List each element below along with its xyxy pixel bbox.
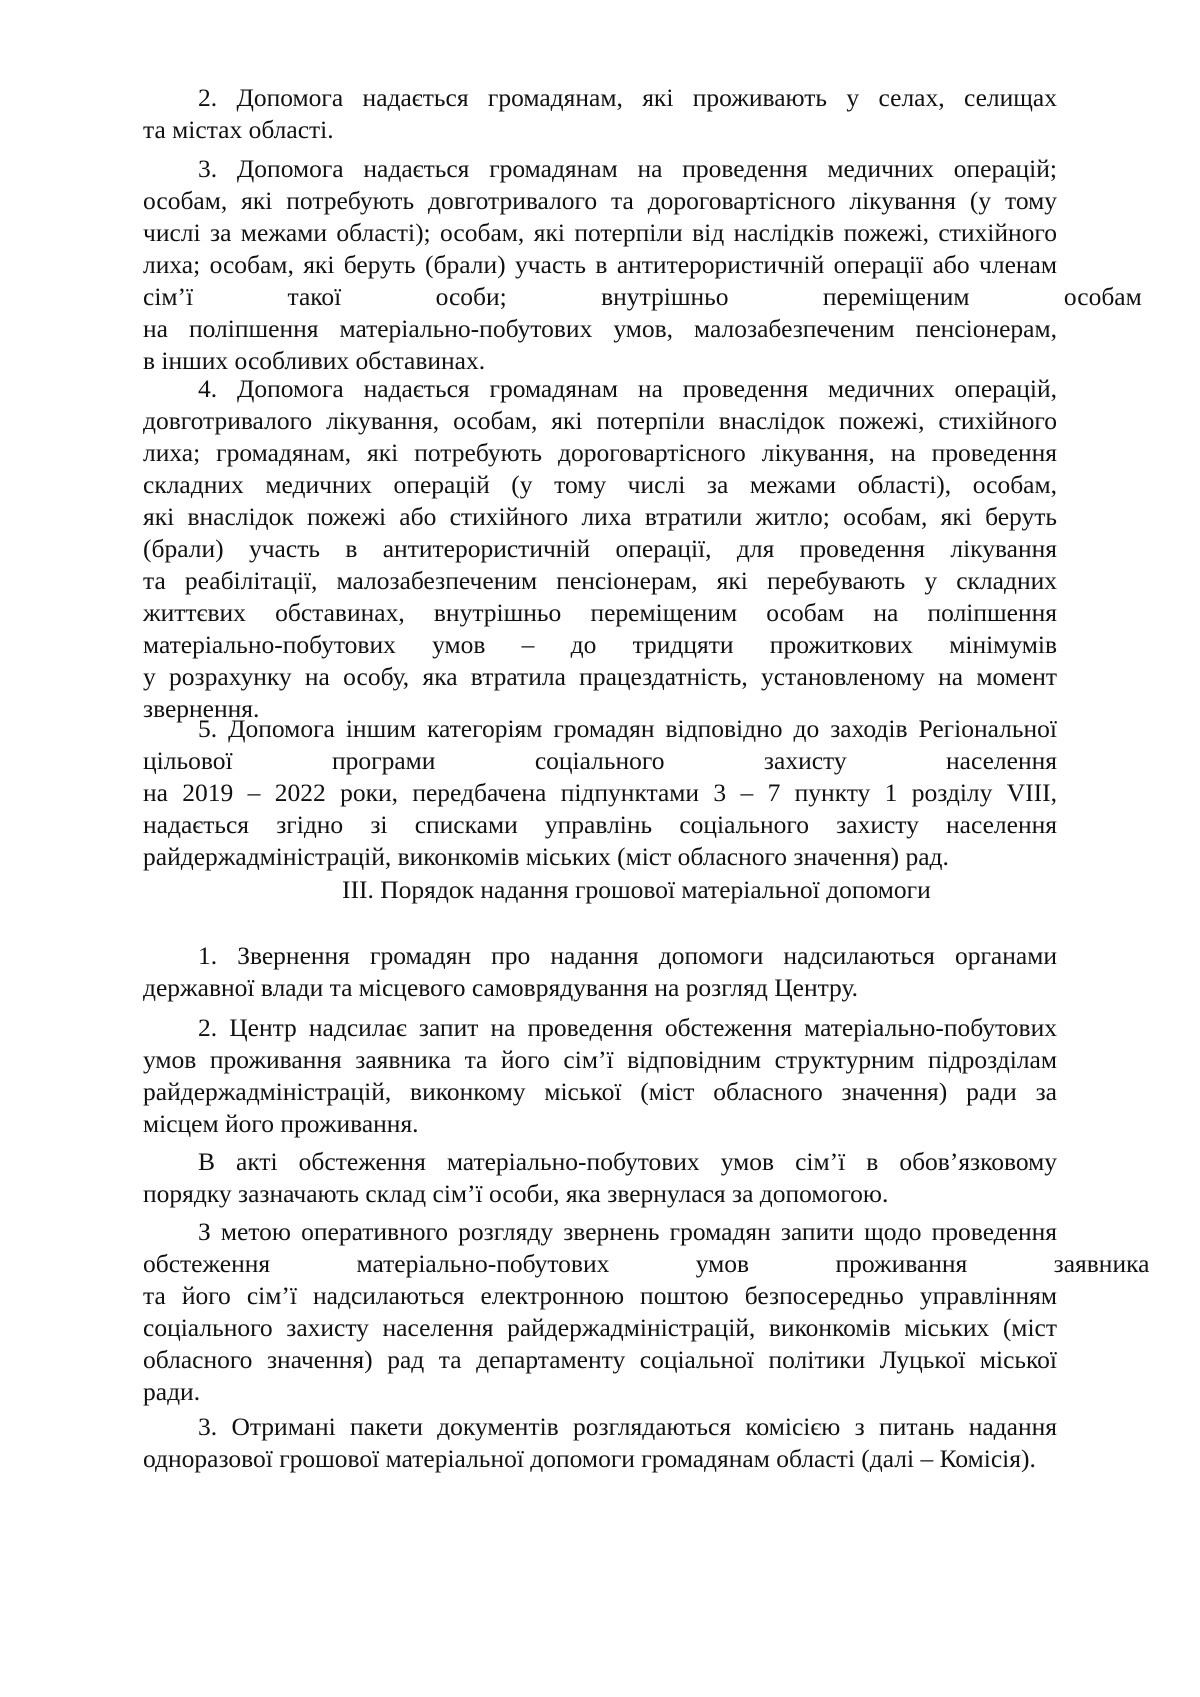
text-line: особам, які потребують довготривалого та дороговартісного лікування (у тому	[143, 186, 1057, 215]
text-line: соціального захисту населення райдержадміністрацій, виконкомів міських (міст	[143, 1313, 1057, 1342]
section-iii-paragraph-3	[143, 1411, 1057, 1475]
text-line: надається згідно зі списками управлінь соціального захисту населення	[143, 810, 1057, 839]
text-line: порядку зазначають склад сім’ї особи, яка звернулася за допомогою.	[143, 1179, 889, 1208]
text-line: державної влади та місцевого самоврядування на розгляд Центру.	[143, 973, 859, 1002]
text-line: З метою оперативного розгляду звернень громадян запити щодо проведення	[198, 1217, 1057, 1246]
text-line: та містах області.	[143, 115, 334, 144]
text-line: 2. Допомога надається громадянам, які проживають у селах, селищах	[198, 83, 1057, 112]
paragraph-3	[143, 153, 1142, 377]
text-line: сім’ї такої особи; внутрішньо переміщеним особам	[143, 282, 1142, 311]
paragraph-4	[143, 373, 1057, 725]
section-iii-title: ІІІ. Порядок надання грошової матеріальної допомоги	[342, 875, 931, 904]
text-line: 5. Допомога іншим категоріям громадян відповідно до заходів Регіональної	[198, 714, 1057, 743]
text-line: лиха; особам, які беруть (брали) участь в антитерористичній операції або членам	[143, 250, 1057, 279]
text-line: 4. Допомога надається громадянам на проведення медичних операцій,	[198, 374, 1057, 403]
text-line: обстеження матеріально-побутових умов проживання заявника	[143, 1249, 1150, 1278]
text-line: та його сім’ї надсилаються електронною поштою безпосередньо управлінням	[143, 1281, 1057, 1310]
section-iii-paragraph-2	[143, 1012, 1057, 1140]
text-line: (брали) участь в антитерористичній операції, для проведення лікування	[143, 534, 1057, 563]
section-iii-paragraph-act	[143, 1146, 1057, 1210]
text-line: життєвих обставинах, внутрішньо переміщеним особам на поліпшення	[143, 598, 1057, 627]
text-line: які внаслідок пожежі або стихійного лиха втратили житло; особам, які беруть	[143, 502, 1057, 531]
text-line: умов проживання заявника та його сім’ї відповідним структурним підрозділам	[143, 1045, 1057, 1074]
paragraph-5	[143, 713, 1057, 873]
section-heading	[143, 874, 1057, 906]
text-line: складних медичних операцій (у тому числі за межами області), особам,	[143, 470, 1057, 499]
section-iii-paragraph-1	[143, 940, 1057, 1004]
text-line: довготривалого лікування, особам, які потерпіли внаслідок пожежі, стихійного	[143, 406, 1057, 435]
text-line: 1. Звернення громадян про надання допомоги надсилаються органами	[198, 941, 1057, 970]
text-line: в інших особливих обставинах.	[143, 346, 486, 375]
text-line: на поліпшення матеріально-побутових умов, малозабезпеченим пенсіонерам,	[143, 314, 1057, 343]
text-line: обласного значення) рад та департаменту соціальної політики Луцької міської	[143, 1345, 1057, 1374]
text-line: та реабілітації, малозабезпеченим пенсіонерам, які перебувають у складних	[143, 566, 1057, 595]
paragraph-2	[143, 82, 1057, 146]
text-line: у розрахунку на особу, яка втратила працездатність, установленому на момент	[143, 662, 1057, 691]
text-line: матеріально-побутових умов – до тридцяти прожиткових мінімумів	[143, 630, 1057, 659]
text-line: райдержадміністрацій, виконкому міської (міст обласного значення) ради за	[143, 1077, 1057, 1106]
text-line: 3. Допомога надається громадянам на проведення медичних операцій;	[198, 154, 1057, 183]
text-line: місцем його проживання.	[143, 1109, 419, 1138]
text-line: В акті обстеження матеріально-побутових умов сім’ї в обов’язковому	[198, 1147, 1057, 1176]
text-line: 3. Отримані пакети документів розглядаються комісією з питань надання	[198, 1412, 1057, 1441]
text-line: числі за межами області); особам, які потерпіли від наслідків пожежі, стихійного	[143, 218, 1057, 247]
text-line: одноразової грошової матеріальної допомоги громадянам області (далі – Комісія).	[143, 1444, 1036, 1473]
text-line: 2. Центр надсилає запит на проведення обстеження матеріально-побутових	[198, 1013, 1057, 1042]
text-line: лиха; громадянам, які потребують дороговартісного лікування, на проведення	[143, 438, 1057, 467]
text-line: на 2019 – 2022 роки, передбачена підпунктами 3 – 7 пункту 1 розділу VIII,	[143, 778, 1057, 807]
text-line: цільової програми соціального захисту населення	[143, 746, 1057, 775]
text-line: райдержадміністрацій, виконкомів міських (міст обласного значення) рад.	[143, 842, 949, 871]
text-line: ради.	[143, 1377, 201, 1406]
text-line: звернення.	[143, 694, 260, 723]
section-iii-paragraph-email	[143, 1216, 1150, 1408]
